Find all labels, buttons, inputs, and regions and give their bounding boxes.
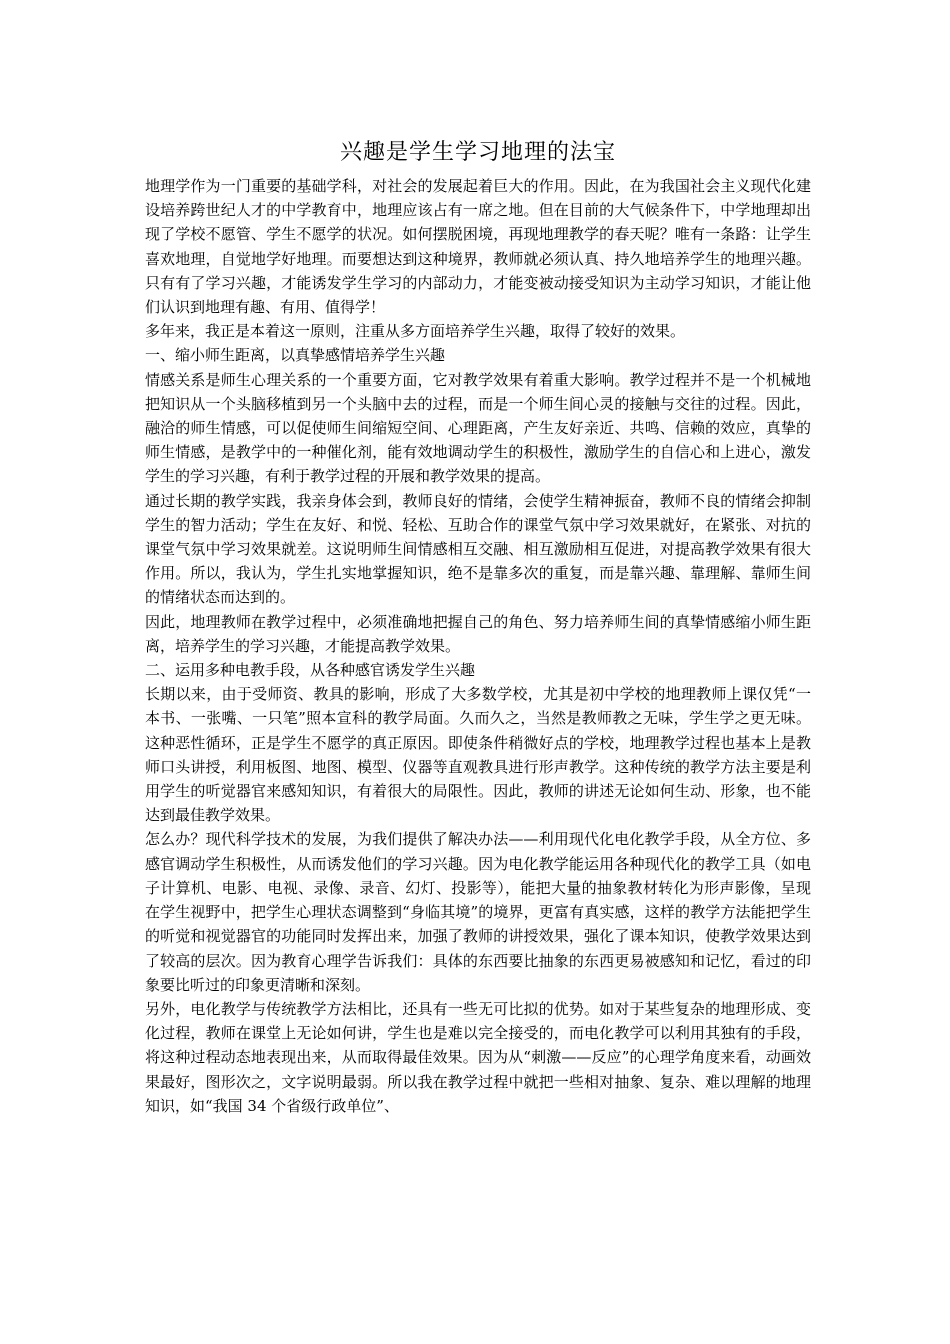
document-title: 兴趣是学生学习地理的法宝 xyxy=(339,140,616,165)
paragraph-intro: 地理学作为一门重要的基础学科，对社会的发展起着巨大的作用。因此，在为我国社会主义现代化建设培养跨世纪人才的中学教育中，地理应该占有一席之地。但在目前的大气候条件下，中学地理却出现了学校不愿管、学生不愿学的状况。如何摆脱困境，再现地理教学的春天呢？唯有一条路：让学生喜欢地理，自觉地学好地理。而要想达到这种境界，教师就必须认真、持久地培养学生的地理兴趣。只有有了学习兴趣，才能诱发学生学习的内部动力，才能变被动接受知识为主动学习知识，才能让他们认识到地理有趣、有用、值得学！ xyxy=(145,177,811,317)
paragraph-summary: 多年来，我正是本着这一原则，注重从多方面培养学生兴趣，取得了较好的效果。 xyxy=(145,322,686,341)
paragraph-modern-teaching: 怎么办？现代科学技术的发展，为我们提供了解决办法——利用现代化电化教学手段，从全方位、多感官调动学生积极性，从而诱发他们的学习兴趣。因为电化教学能运用各种现代化的教学工具（如电子计算机、电影、电视、录像、录音、幻灯、投影等），能把大量的抽象教材转化为形声影像，呈现在学生视野中，把学生心理状态调整到“身临其境”的境界，更富有真实感，这样的教学方法能把学生的听觉和视觉器官的功能同时发挥出来，加强了教师的讲授效果，强化了课本知识，使教学效果达到了较高的层次。因为教育心理学告诉我们：具体的东西要比抽象的东西更易被感知和记忆，看过的印象要比听过的印象更清晰和深刻。 xyxy=(145,830,811,994)
paragraph-emotion-relation: 情感关系是师生心理关系的一个重要方面，它对教学效果有着重大影响。教学过程并不是一个机械地把知识从一个头脑移植到另一个头脑中去的过程，而是一个师生间心灵的接触与交往的过程。因此，融洽的师生情感，可以促使师生间缩短空间、心理距离，产生友好亲近、共鸣、信赖的效应，真挚的师生情感，是教学中的一种催化剂，能有效地调动学生的积极性，激励学生的自信心和上进心，激发学生的学习兴趣，有利于教学过程的开展和教学效果的提高。 xyxy=(145,370,811,486)
section-heading-1: 一、缩小师生距离，以真挚感情培养学生兴趣 xyxy=(145,346,446,365)
paragraph-conclusion-1: 因此，地理教师在教学过程中，必须准确地把握自己的角色、努力培养师生间的真挚情感缩小师生距离，培养学生的学习兴趣，才能提高教学效果。 xyxy=(145,612,811,655)
paragraph-advantages: 另外，电化教学与传统教学方法相比，还具有一些无可比拟的优势。如对于某些复杂的地理形成、变化过程，教师在课堂上无论如何讲，学生也是难以完全接受的，而电化教学可以利用其独有的手段，将这种过程动态地表现出来，从而取得最佳效果。因为从“刺激——反应”的心理学角度来看，动画效果最好，图形次之，文字说明最弱。所以我在教学过程中就把一些相对抽象、复杂、难以理解的地理知识，如“我国 34 个省级行政单位”、 xyxy=(145,999,811,1115)
section-heading-2: 二、运用多种电教手段，从各种感官诱发学生兴趣 xyxy=(145,661,476,680)
paragraph-traditional-teaching: 长期以来，由于受师资、教具的影响，形成了大多数学校，尤其是初中学校的地理教师上课仅凭“一本书、一张嘴、一只笔”照本宣科的教学局面。久而久之，当然是教师教之无味，学生学之更无味。这种恶性循环，正是学生不愿学的真正原因。即使条件稍微好点的学校，地理教学过程也基本上是教师口头讲授，利用板图、地图、模型、仪器等直观教具进行形声教学。这种传统的教学方法主要是利用学生的听觉器官来感知知识，有着很大的局限性。因此，教师的讲述无论如何生动、形象，也不能达到最佳教学效果。 xyxy=(145,685,811,825)
document-page xyxy=(145,136,811,1118)
paragraph-teaching-practice: 通过长期的教学实践，我亲身体会到，教师良好的情绪，会使学生精神振奋，教师不良的情绪会抑制学生的智力活动；学生在友好、和悦、轻松、互助合作的课堂气氛中学习效果就好，在紧张、对抗的课堂气氛中学习效果就差。这说明师生间情感相互交融、相互激励相互促进，对提高教学效果有很大作用。所以，我认为，学生扎实地掌握知识，绝不是靠多次的重复，而是靠兴趣、靠理解、靠师生间的情绪状态而达到的。 xyxy=(145,491,811,607)
